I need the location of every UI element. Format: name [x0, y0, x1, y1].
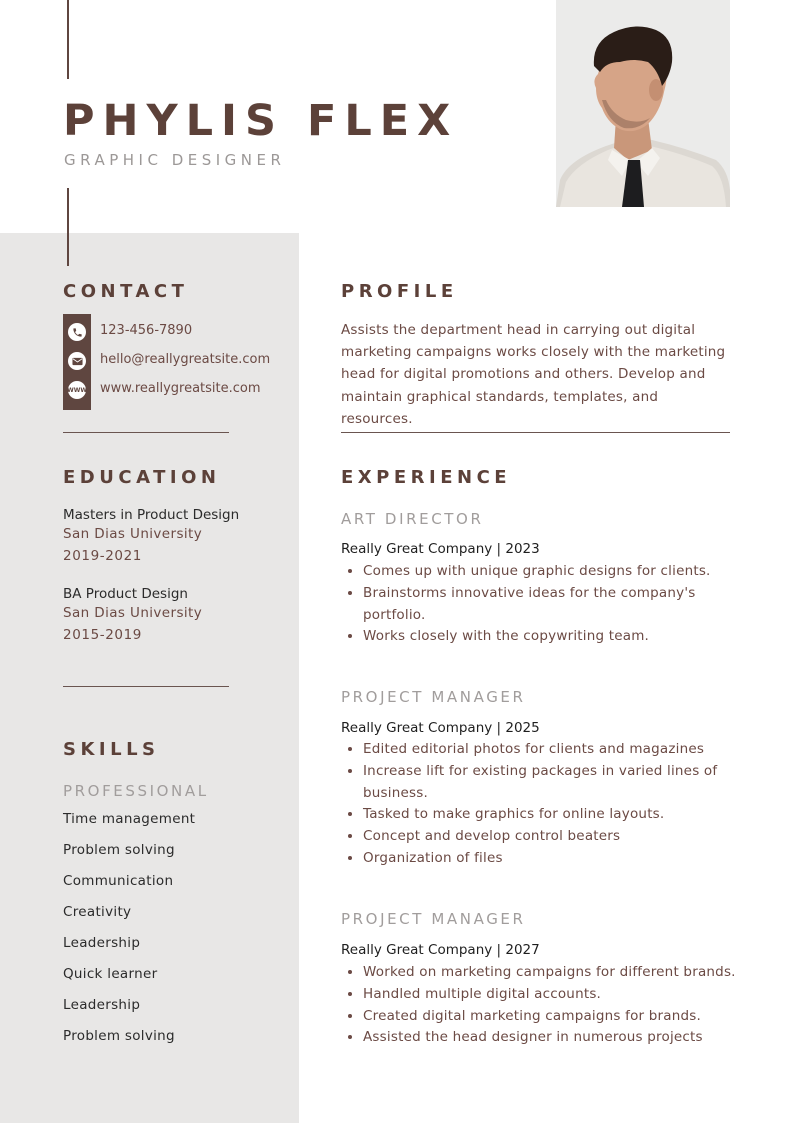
skills-subheading: PROFESSIONAL	[63, 782, 209, 800]
job-bullet: • Edited editorial photos for clients and magazines	[363, 739, 755, 761]
job-title: PROJECT MANAGER	[341, 910, 526, 928]
profile-divider	[341, 432, 730, 433]
job-bullets	[341, 739, 755, 870]
job-title: PROJECT MANAGER	[341, 688, 526, 706]
job-bullets	[341, 962, 755, 1049]
education-degree: BA Product Design	[63, 586, 188, 602]
accent-line-top	[67, 0, 69, 79]
contact-divider	[63, 432, 229, 433]
job-bullet: • Brainstorms innovative ideas for the company's portfolio.	[363, 583, 755, 627]
skill-item: Creativity	[63, 904, 132, 920]
education-heading: EDUCATION	[63, 467, 221, 488]
phone-icon	[68, 323, 86, 341]
job-bullet: • Increase lift for existing packages in varied lines of business.	[363, 761, 755, 805]
skill-item: Leadership	[63, 935, 141, 951]
accent-line-middle	[67, 188, 69, 266]
profile-text: Assists the department head in carrying out digital marketing campaigns works closely with the marketing head for digital promotions and others. Develop and maintain graphical standards, templates, and resources.	[341, 322, 726, 427]
skills-heading: SKILLS	[63, 739, 160, 760]
contact-phone: 123-456-7890	[100, 323, 193, 338]
education-degree: Masters in Product Design	[63, 507, 240, 523]
skill-item: Leadership	[63, 997, 141, 1013]
job-bullet: • Created digital marketing campaigns for brands.	[363, 1006, 755, 1028]
education-years: 2019-2021	[63, 548, 142, 564]
job-bullet: • Concept and develop control beaters	[363, 826, 755, 848]
skill-item: Communication	[63, 873, 174, 889]
contact-email: hello@reallygreatsite.com	[100, 352, 271, 367]
skill-item: Problem solving	[63, 842, 175, 858]
job-bullet: • Handled multiple digital accounts.	[363, 984, 755, 1006]
education-divider	[63, 686, 229, 687]
job-bullets	[341, 561, 755, 648]
job-company: Really Great Company | 2023	[341, 541, 540, 557]
job-bullet: • Works closely with the copywriting team.	[363, 626, 755, 648]
education-years: 2015-2019	[63, 627, 142, 643]
job-bullet: • Organization of files	[363, 848, 755, 870]
contact-heading: CONTACT	[63, 281, 189, 302]
experience-heading: EXPERIENCE	[341, 467, 512, 488]
job-bullet: • Assisted the head designer in numerous projects	[363, 1027, 755, 1049]
skill-item: Problem solving	[63, 1028, 175, 1044]
job-bullet: • Tasked to make graphics for online layouts.	[363, 804, 755, 826]
job-bullet: • Worked on marketing campaigns for different brands.	[363, 962, 755, 984]
website-icon-label: WWW	[67, 386, 87, 394]
profile-photo	[556, 0, 730, 207]
job-company: Really Great Company | 2025	[341, 720, 540, 736]
job-bullet: • Comes up with unique graphic designs for clients.	[363, 561, 755, 583]
portrait-image	[556, 0, 730, 207]
contact-icon-bar	[63, 314, 91, 410]
skill-item: Time management	[63, 811, 196, 827]
candidate-role: GRAPHIC DESIGNER	[64, 151, 286, 169]
skill-item: Quick learner	[63, 966, 158, 982]
profile-heading: PROFILE	[341, 281, 458, 302]
contact-website: www.reallygreatsite.com	[100, 381, 261, 396]
candidate-name: PHYLIS FLEX	[63, 96, 459, 146]
education-school: San Dias University	[63, 526, 203, 542]
education-school: San Dias University	[63, 605, 203, 621]
job-company: Really Great Company | 2027	[341, 942, 540, 958]
email-icon	[68, 352, 86, 370]
website-icon	[68, 381, 86, 399]
job-title: ART DIRECTOR	[341, 510, 484, 528]
